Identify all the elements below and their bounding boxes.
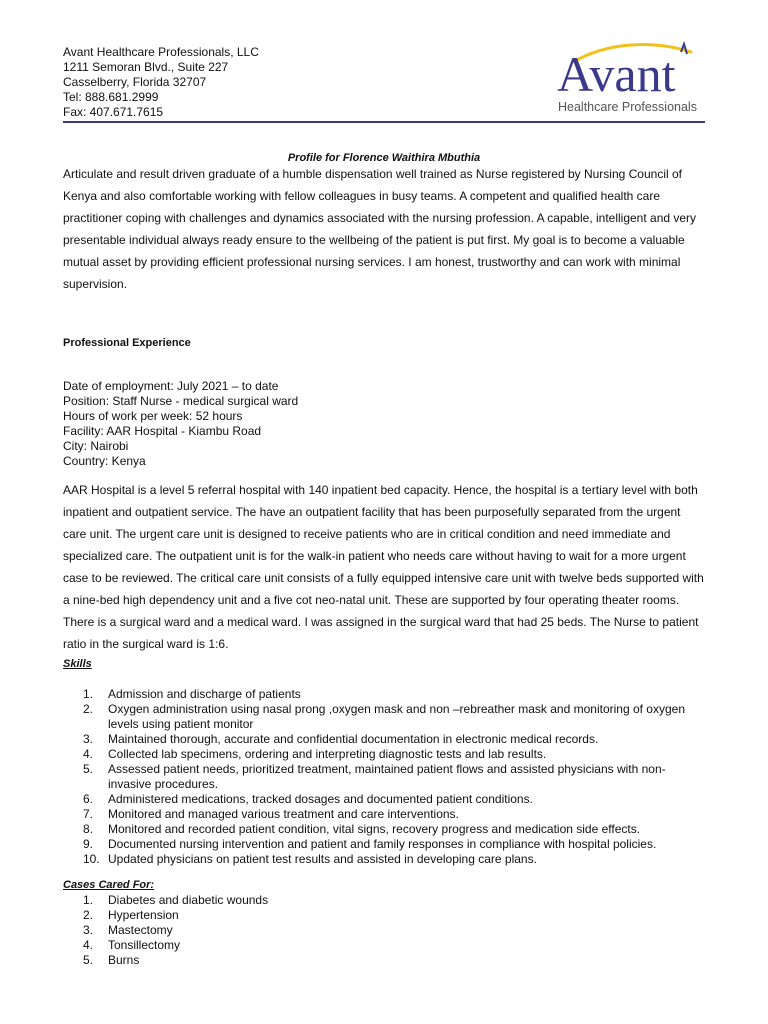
employment-country: Country: Kenya xyxy=(63,454,146,468)
facility-description: AAR Hospital is a level 5 referral hospital with 140 inpatient bed capacity. Hence, the hospital is a tertiary level with both inpatient and outpatient service. The have an outpatient facility that has been purposefully separated from the urgent care unit. The urgent care unit is designed to receive patients who are in critical condition and need immediate and specialized care. The outpatient unit is for the walk-in patient who needs care without having to wait for a more urgent case to be reviewed. The critical care unit consists of a fully equipped intensive care unit with twelve beds supported with a nine-bed high dependency unit and a five cot neo-natal unit. These are supported by four operating theater rooms. There is a surgical ward and a medical ward. I was assigned in the surgical ward that had 25 beds. The Nurse to patient ratio in the surgical ward is 1:6. xyxy=(63,483,704,651)
employment-city: City: Nairobi xyxy=(63,439,129,453)
list-item: 5. Assessed patient needs, prioritized treatment, maintained patient flows and assisted physicians with non-invasive procedures. xyxy=(83,762,666,791)
company-name: Avant Healthcare Professionals, LLC xyxy=(63,45,259,59)
logo-tagline: Healthcare Professionals xyxy=(558,100,697,114)
list-item: 10. Updated physicians on patient test results and assisted in developing care plans. xyxy=(83,852,537,866)
list-item: 7. Monitored and managed various treatment and care interventions. xyxy=(83,807,459,821)
list-item: 3. Maintained thorough, accurate and confidential documentation in electronic medical records. xyxy=(83,732,599,746)
header-divider xyxy=(63,121,705,123)
logo-wordmark: Avant xyxy=(557,46,676,102)
list-item: 1. Admission and discharge of patients xyxy=(83,687,301,701)
experience-heading: Professional Experience xyxy=(63,337,191,349)
address-line-1: 1211 Semoran Blvd., Suite 227 xyxy=(63,60,229,74)
list-item: 9. Documented nursing intervention and patient and family responses in compliance with hospital policies. xyxy=(83,837,657,851)
fax: Fax: 407.671.7615 xyxy=(63,105,164,119)
employment-date: Date of employment: July 2021 – to date xyxy=(63,379,279,393)
list-item: 4. Collected lab specimens, ordering and interpreting diagnostic tests and lab results. xyxy=(83,747,547,761)
telephone: Tel: 888.681.2999 xyxy=(63,90,159,104)
list-item: 4. Tonsillectomy xyxy=(83,938,181,952)
employment-details xyxy=(63,379,298,469)
list-item: 3. Mastectomy xyxy=(83,923,173,937)
cases-heading: Cases Cared For: xyxy=(63,879,155,891)
summary-paragraph: Articulate and result driven graduate of a humble dispensation well trained as Nurse registered by Nursing Council of Kenya and also comfortable working with fellow colleagues in busy teams. A competent and qualified health care practitioner coping with challenges and dynamics associated with the nursing profession. A capable, intelligent and very presentable individual always ready ensure to the wellbeing of the patient is put first. My goal is to become a valuable mutual asset by providing efficient professional nursing services. I am honest, trustworthy and can work with minimal supervision. xyxy=(63,167,697,291)
list-item: 5. Burns xyxy=(83,953,140,967)
list-item: 8. Monitored and recorded patient condition, vital signs, recovery progress and medication side effects. xyxy=(83,822,641,836)
avant-logo xyxy=(553,40,703,118)
employment-facility: Facility: AAR Hospital - Kiambu Road xyxy=(63,424,262,438)
address-line-2: Casselberry, Florida 32707 xyxy=(63,75,207,89)
list-item: 6. Administered medications, tracked dosages and documented patient conditions. xyxy=(83,792,533,806)
list-item: 1. Diabetes and diabetic wounds xyxy=(83,893,269,907)
letterhead-address xyxy=(63,45,259,120)
list-item: 2. Hypertension xyxy=(83,908,179,922)
list-item: 2. Oxygen administration using nasal prong ,oxygen mask and non –rebreather mask and monitoring of oxygen levels using patient monitor xyxy=(83,702,686,731)
profile-title: Profile for Florence Waithira Mbuthia xyxy=(287,152,481,164)
skills-heading: Skills xyxy=(63,658,92,670)
skills-list xyxy=(0,687,698,867)
cases-list xyxy=(0,893,698,968)
employment-position: Position: Staff Nurse - medical surgical ward xyxy=(63,394,299,408)
employment-hours: Hours of work per week: 52 hours xyxy=(63,409,243,423)
